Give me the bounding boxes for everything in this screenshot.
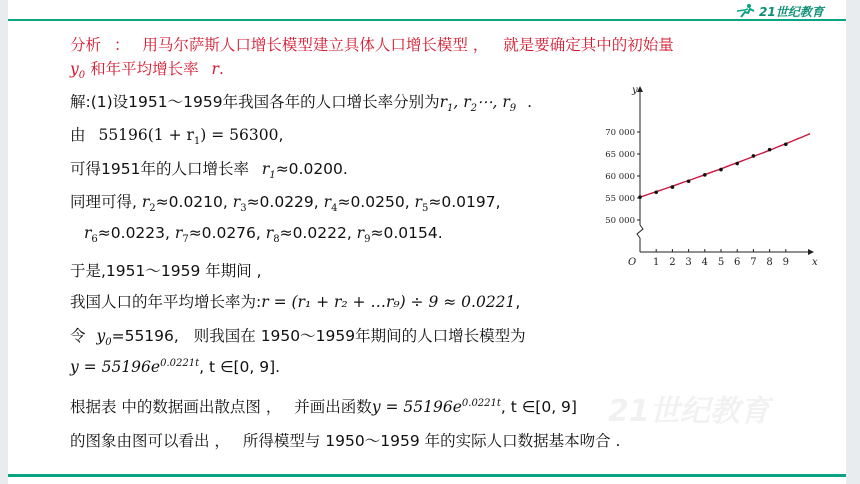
y-tick-label: 60 000 bbox=[605, 172, 635, 182]
solution-l3-r: $r_1$ bbox=[261, 160, 276, 182]
data-point bbox=[719, 168, 723, 172]
solution-line-7 bbox=[70, 290, 520, 312]
rates-row-2: $r_6\approx 0.0223$, $r_7\approx 0.0276$, $r_8\approx 0.0222$, $r_9\approx 0.0154$. bbox=[84, 224, 443, 246]
solution-l3-text: 可得1951年的人口增长率 bbox=[70, 160, 249, 178]
x-tick-label: 2 bbox=[669, 257, 676, 268]
data-point bbox=[638, 195, 642, 199]
data-point bbox=[703, 173, 707, 177]
data-point bbox=[671, 185, 675, 189]
solution-line-11 bbox=[70, 429, 620, 451]
analysis-text-3: 和年平均增长率 bbox=[90, 60, 199, 78]
solution-line-6: 于是,1951～1959 年期间 , bbox=[70, 262, 262, 280]
solution-l8-y0: $y_0$ bbox=[96, 327, 112, 349]
y-tick-label: 70 000 bbox=[605, 128, 635, 138]
logo-text: 21世纪教育 bbox=[759, 4, 824, 19]
watermark: 21世纪教育 bbox=[608, 394, 770, 429]
analysis-text-1: 用马尔萨斯人口增长模型建立具体人口增长模型 ， bbox=[142, 36, 489, 54]
data-point bbox=[768, 148, 772, 152]
analysis-line-2 bbox=[70, 57, 224, 81]
x-axis-label: x bbox=[812, 257, 818, 268]
rates-row-1: $r_2\approx 0.0210$, $r_3\approx 0.0229$, $r_4\approx 0.0250$, $r_5\approx 0.0197$, bbox=[141, 193, 501, 215]
data-point bbox=[735, 162, 739, 166]
rates-r1-r9: $r_1$, $r_2\cdots$, $r_9$ bbox=[439, 93, 517, 115]
solution-l7-end: , bbox=[515, 293, 521, 311]
solution-line-4 bbox=[70, 190, 501, 214]
solution-l8-val: =55196, bbox=[111, 327, 179, 345]
runner-icon bbox=[735, 3, 757, 19]
solution-l7-math: r = (r₁ + r₂ + …r₉) ÷ 9 ≈ 0.0221 bbox=[261, 293, 516, 311]
x-tick-label: 1 bbox=[653, 257, 660, 268]
solution-l2-prefix: 由 bbox=[70, 126, 86, 144]
solution-l11-text: 的图象由图可以看出 ， bbox=[70, 432, 230, 450]
solution-line-9 bbox=[70, 358, 280, 376]
solution-line-3 bbox=[70, 157, 348, 181]
analysis-end: . bbox=[218, 60, 224, 78]
solution-l3-val: ≈0.0200. bbox=[275, 160, 348, 178]
y-tick-label: 65 000 bbox=[605, 150, 635, 160]
origin-label: O bbox=[628, 257, 637, 268]
function-formula: $y = 55196e^{0.0221t}$ bbox=[371, 397, 501, 416]
solution-l4-prefix: 同理可得, bbox=[70, 193, 137, 211]
solution-l1-prefix: 解:(1)设1951～1959年我国各年的人口增长率分别为 bbox=[70, 93, 440, 111]
analysis-y0: $y_0$ bbox=[70, 60, 86, 82]
solution-line-5 bbox=[84, 224, 443, 245]
solution-line-1 bbox=[70, 90, 532, 114]
solution-l10-text2: 并画出函数 bbox=[294, 398, 372, 416]
y-tick-label: 50 000 bbox=[605, 216, 635, 226]
solution-l7-text: 我国人口的年平均增长率为: bbox=[70, 293, 262, 311]
logo bbox=[735, 2, 824, 20]
x-tick-label: 9 bbox=[782, 257, 789, 268]
solution-l1-end: . bbox=[527, 93, 533, 111]
analysis-colon: ： bbox=[113, 36, 130, 54]
solution-l10-text: 根据表 中的数据画出散点图 ， bbox=[70, 398, 282, 416]
solution-l2-end: , bbox=[278, 126, 284, 144]
x-tick-label: 7 bbox=[750, 257, 757, 268]
data-point bbox=[654, 190, 658, 194]
analysis-label: 分析 bbox=[70, 36, 102, 54]
model-formula: $y = 55196e^{0.0221t}$ bbox=[70, 358, 200, 377]
analysis-r: r bbox=[211, 60, 219, 78]
analysis-line-1 bbox=[70, 33, 674, 55]
y-axis-arrow bbox=[637, 86, 643, 92]
x-tick-label: 6 bbox=[734, 257, 741, 268]
solution-l8-text: 则我国在 1950～1959年期间的人口增长模型为 bbox=[193, 327, 526, 345]
solution-l8-pre: 令 bbox=[70, 327, 86, 345]
population-chart bbox=[605, 84, 822, 268]
bottom-rule bbox=[8, 474, 846, 477]
model-domain: , t ∈[0, 9]. bbox=[199, 358, 281, 377]
y-axis-break bbox=[637, 225, 643, 238]
data-point bbox=[752, 154, 756, 158]
solution-l11-text2: 所得模型与 1950～1959 年的实际人口数据基本吻合 . bbox=[242, 432, 621, 450]
slide bbox=[8, 0, 846, 484]
solution-line-10 bbox=[70, 395, 577, 417]
x-tick-label: 3 bbox=[685, 257, 692, 268]
function-domain: , t ∈[0, 9] bbox=[500, 398, 577, 416]
x-axis-arrow bbox=[808, 249, 814, 255]
x-tick-label: 8 bbox=[766, 257, 773, 268]
x-tick-label: 5 bbox=[717, 257, 725, 268]
solution-line-2 bbox=[70, 123, 283, 147]
solution-line-8 bbox=[70, 324, 526, 348]
y-tick-label: 55 000 bbox=[605, 194, 635, 204]
data-point bbox=[784, 142, 788, 146]
data-point bbox=[687, 179, 691, 183]
analysis-text-2: 就是要确定其中的初始量 bbox=[503, 36, 674, 54]
solution-l2-eq: $55196(1 + r_1) = 56300$ bbox=[98, 126, 279, 148]
y-axis-label: y bbox=[632, 85, 638, 96]
top-rule bbox=[8, 19, 846, 21]
x-tick-label: 4 bbox=[701, 257, 708, 268]
